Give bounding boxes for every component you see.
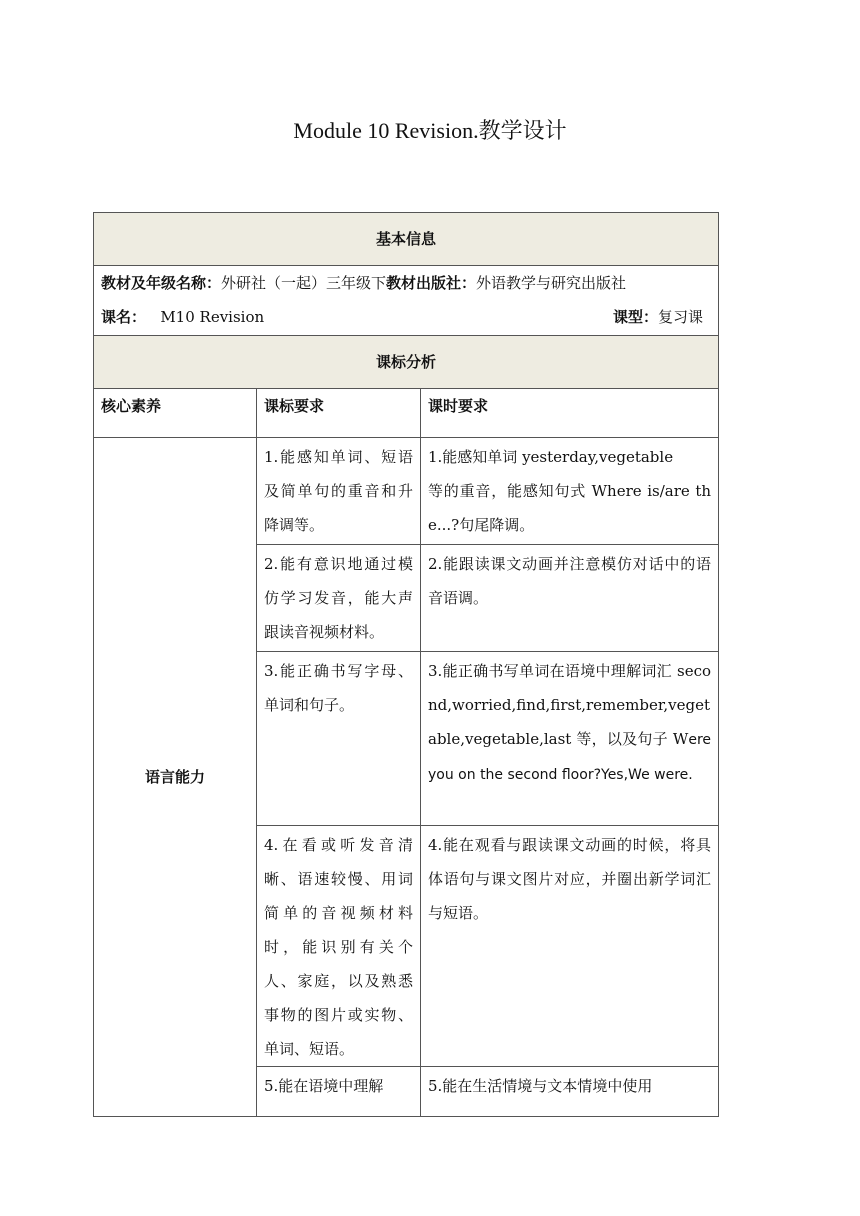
textbook-value: 外研社（一起）三年级下	[221, 274, 387, 292]
lesson-value: M10 Revision	[160, 308, 265, 326]
lesson-cell-2: 2.能跟读课文动画并注意模仿对话中的语音语调。	[421, 545, 719, 652]
type-value: 复习课	[658, 308, 704, 326]
publisher-value: 外语教学与研究出版社	[476, 274, 627, 292]
basic-info-cell	[94, 266, 719, 336]
col-header-standard: 课标要求	[257, 389, 421, 438]
standard-cell-5: 5.能在语境中理解	[257, 1067, 421, 1117]
lesson-3-part-2: ere you on the second floor?Yes,We were.	[428, 732, 712, 783]
lesson-design-table	[93, 212, 719, 1117]
lesson-label: 课名：	[101, 308, 147, 326]
textbook-label: 教材及年级名称：	[101, 274, 222, 292]
lesson-cell-3	[421, 652, 719, 826]
publisher-label: 教材出版社：	[386, 274, 477, 292]
lesson-3-part-1: 3.能正确书写单词在语境中理解词汇 second,worried,find,first,remember,vegetable,vegetable,last 等，以及句子 W	[428, 662, 712, 748]
col-header-core: 核心素养	[94, 389, 257, 438]
standard-cell-1: 1.能感知单词、短语及简单句的重音和升降调等。	[257, 438, 421, 545]
textbook-line	[101, 266, 711, 300]
analysis-header: 课标分析	[94, 336, 719, 389]
lesson-1-line-1: 1.能感知单词 yesterday,vegetable	[428, 448, 674, 466]
basic-info-header: 基本信息	[94, 213, 719, 266]
lesson-cell-5: 5.能在生活情境与文本情境中使用	[421, 1067, 719, 1117]
type-label: 课型：	[612, 308, 658, 326]
lesson-cell-1	[421, 438, 719, 545]
standard-cell-4: 4.在看或听发音清晰、语速较慢、用词简单的音视频材料时，能识别有关个人、家庭，以及熟悉事物的图片或实物、单词、短语。	[257, 826, 421, 1067]
col-header-lesson: 课时要求	[421, 389, 719, 438]
category-language-ability: 语言能力	[94, 438, 257, 1117]
standard-cell-2: 2.能有意识地通过模仿学习发音，能大声跟读音视频材料。	[257, 545, 421, 652]
standard-cell-3: 3.能正确书写字母、单词和句子。	[257, 652, 421, 826]
lesson-1-line-2: 等的重音，能感知句式 Where is/are the...?句尾降调。	[428, 482, 712, 534]
lesson-cell-4: 4.能在观看与跟读课文动画的时候，将具体语句与课文图片对应，并圈出新学词汇与短语。	[421, 826, 719, 1067]
lesson-line	[101, 300, 711, 334]
document-title: Module 10 Revision.教学设计	[293, 118, 567, 143]
